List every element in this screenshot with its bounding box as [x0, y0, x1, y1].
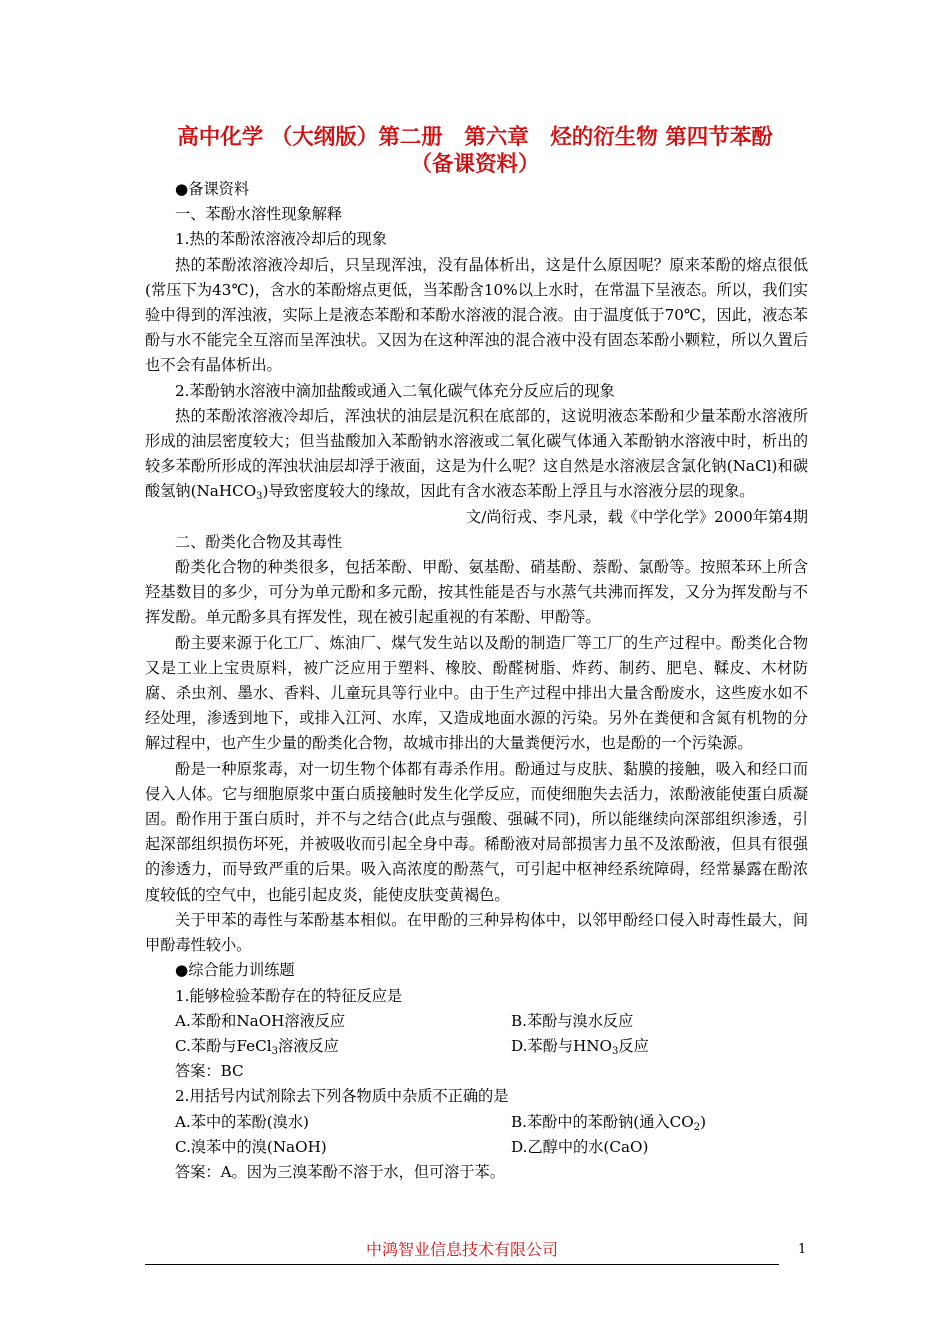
option-c [175, 1034, 511, 1059]
paragraph-phenol-toxicity: 酚是一种原浆毒，对一切生物个体都有毒杀作用。酚通过与皮肤、黏膜的接触，吸入和经口而侵入人体。它与细胞原浆中蛋白质接触时发生化学反应，而使细胞失去活力，浓酚液能使蛋白质凝固。酚作用于蛋白质时，并不与之结合(此点与强酸、强碱不同)，所以能继续向深部组织渗透，引起深部组织损伤坏死，并被吸收而引起全身中毒。稀酚液对局部损害力虽不及浓酚液，但具有很强的渗透力，而导致严重的后果。吸入高浓度的酚蒸气，可引起中枢神经系统障碍，经常暴露在酚浓度较低的空气中，也能引起皮炎，能使皮肤变黄褐色。 [145, 759, 808, 904]
subscript: 3 [256, 491, 263, 503]
section-bullet-prep: ●备课资料 [175, 180, 250, 198]
subscript: 3 [612, 1045, 619, 1057]
subheading-cooling: 1.热的苯酚浓溶液冷却后的现象 [175, 230, 387, 249]
option-b: B.苯酚与溴水反应 [511, 1011, 634, 1030]
paragraph-cresol: 关于甲苯的毒性与苯酚基本相似。在甲酚的三种异构体中，以邻甲酚经口侵入时毒性最大，间甲酚毒性较小。 [145, 910, 808, 955]
question-2-stem: 2.用括号内试剂除去下列各物质中杂质不正确的是 [175, 1087, 509, 1106]
option-text: ) [700, 1112, 706, 1131]
document-body [145, 177, 808, 1185]
footer-company: 中鸿智业信息技术有限公司 [365, 1240, 558, 1259]
heading-solubility: 一、苯酚水溶性现象解释 [175, 205, 343, 224]
title-line-2: （备课资料） [410, 152, 540, 177]
page-title [145, 124, 805, 178]
subheading-sodium-phenoxide: 2.苯酚钠水溶液中滴加盐酸或通入二氧化碳气体充分反应后的现象 [175, 381, 615, 400]
option-a: A.苯中的苯酚(溴水) [175, 1112, 309, 1131]
question-1-options-row-2 [145, 1034, 808, 1059]
title-line-1: 高中化学 （大纲版）第二册 第六章 烃的衍生物 第四节苯酚 [177, 125, 773, 150]
question-1-answer: 答案：BC [175, 1062, 244, 1081]
page-number: 1 [798, 1242, 807, 1257]
paragraph-text: )导致密度较大的缘故，因此有含水液态苯酚上浮且与水溶液分层的现象。 [262, 482, 755, 501]
paragraph-phenol-sources: 酚主要来源于化工厂、炼油厂、煤气发生站以及酚的制造厂等工厂的生产过程中。酚类化合物又是工业上宝贵原料，被广泛应用于塑料、橡胶、酚醛树脂、炸药、制药、肥皂、鞣皮、木材防腐、杀虫剂、墨水、香料、儿童玩具等行业中。由于生产过程中排出大量含酚废水，这些废水如不经处理，渗透到地下，或排入江河、水库，又造成地面水源的污染。另外在粪便和含氮有机物的分解过程中，也产生少量的酚类化合物，故城市排出的大量粪便污水，也是酚的一个污染源。 [145, 633, 808, 753]
paragraph-text: 热的苯酚浓溶液冷却后，浑浊状的油层是沉积在底部的，这说明液态苯酚和少量苯酚水溶液所形成的油层密度较大；但当盐酸加入苯酚钠水溶液或二氧化碳气体通入苯酚钠水溶液中时，析出的较多苯酚所形成的浑浊状油层却浮于液面，这是为什么呢？这自然是水溶液层含氯化钠(NaCl)和碳酸氢钠(NaHCO [145, 406, 809, 501]
source-citation: 文/尚衍戎、李凡录，载《中学化学》2000年第4期 [466, 507, 808, 526]
heading-phenols-toxicity: 二、酚类化合物及其毒性 [175, 532, 343, 551]
option-text: 溶液反应 [278, 1036, 339, 1055]
option-text: 反应 [618, 1036, 649, 1055]
question-2-options-row-1 [145, 1110, 808, 1135]
subscript: 3 [271, 1045, 279, 1057]
option-d [511, 1034, 649, 1059]
footer-divider [145, 1264, 779, 1265]
option-c: C.溴苯中的溴(NaOH) [175, 1137, 327, 1156]
question-1-options-row-1 [145, 1009, 808, 1034]
option-text: C.苯酚与FeCl [175, 1036, 272, 1055]
question-2-options-row-2 [145, 1135, 808, 1160]
paragraph-phenol-types: 酚类化合物的种类很多，包括苯酚、甲酚、氨基酚、硝基酚、萘酚、氯酚等。按照苯环上所含羟基数目的多少，可分为单元酚和多元酚，按其性能是否与水蒸气共沸而挥发，又分为挥发酚与不挥发酚。单元酚多具有挥发性，现在被引起重视的有苯酚、甲酚等。 [145, 558, 808, 627]
paragraph-sodium-phenoxide [145, 404, 808, 505]
option-text: D.苯酚与HNO [511, 1036, 613, 1055]
question-1-stem: 1.能够检验苯酚存在的特征反应是 [175, 986, 403, 1005]
subscript: 2 [693, 1121, 701, 1133]
question-2-answer: 答案：A。因为三溴苯酚不溶于水，但可溶于苯。 [175, 1162, 505, 1181]
option-text: B.苯酚中的苯酚钠(通入CO [511, 1112, 694, 1131]
section-bullet-exercises: ●综合能力训练题 [175, 961, 295, 980]
paragraph-cooling: 热的苯酚浓溶液冷却后，只呈现浑浊，没有晶体析出，这是什么原因呢？原来苯酚的熔点很低(常压下为43℃)，含水的苯酚熔点更低，当苯酚含10%以上水时，在常温下呈液态。所以，我们实验中得到的浑浊液，实际上是液态苯酚和苯酚水溶液的混合液。由于温度低于70℃，因此，液态苯酚与水不能完全互溶而呈浑浊状。又因为在这种浑浊的混合液中没有固态苯酚小颗粒，所以久置后也不会有晶体析出。 [145, 255, 808, 375]
option-b [511, 1110, 706, 1135]
option-a: A.苯酚和NaOH溶液反应 [175, 1011, 346, 1030]
option-d: D.乙醇中的水(CaO) [511, 1137, 649, 1156]
